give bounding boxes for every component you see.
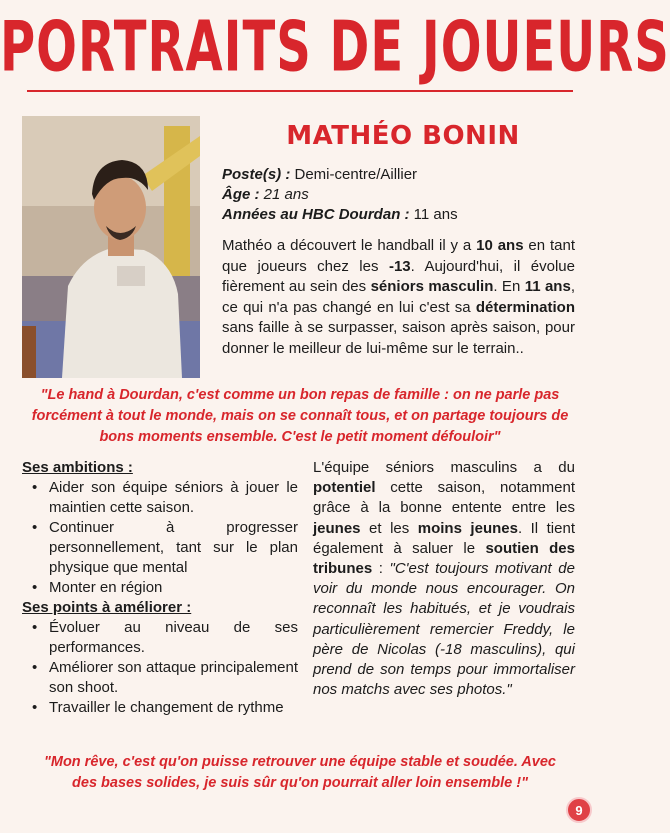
- player-photo: [22, 116, 200, 378]
- bio-highlight: détermination: [475, 298, 575, 316]
- team-text: cette saison, notamment grâce à la bonne entente entre les: [313, 479, 575, 517]
- years-value: 11 ans: [409, 206, 458, 223]
- years-line: [222, 205, 458, 225]
- position-label: Poste(s) :: [222, 166, 291, 183]
- list-item: • Améliorer son attaque principalement son shoot.: [22, 658, 298, 698]
- improve-list: [22, 618, 298, 718]
- list-item: • Évoluer au niveau de ses performances.: [22, 618, 298, 658]
- quote-bottom: "Mon rêve, c'est qu'on puisse retrouver une équipe stable et soudée. Avec des bases solides, je suis sûr qu'on pourrait aller loin ensemble !": [43, 754, 557, 791]
- page-number-badge: 9: [566, 797, 592, 823]
- list-item: • Aider son équipe séniors à jouer le maintien cette saison.: [22, 478, 298, 518]
- team-highlight: soutien des tribunes: [313, 539, 575, 578]
- age-value: 21 ans: [259, 186, 309, 203]
- team-highlight: jeunes: [313, 519, 361, 537]
- bio-text: en tant que joueurs chez les: [222, 237, 575, 275]
- age-line: [222, 185, 458, 205]
- team-text: . Il tient également à saluer le: [313, 519, 575, 557]
- team-highlight: potentiel: [313, 479, 376, 497]
- bio-highlight: -13: [388, 257, 411, 275]
- quote-top: "Le hand à Dourdan, c'est comme un bon repas de famille : on ne parle pas forcément à tout le monde, mais on se connaît tous, et on partage toujours de bons moments ensemble. C'est le petit moment défouloir": [31, 387, 569, 445]
- page-title: PORTRAITS DE JOUEURS: [0, 6, 670, 88]
- team-highlight: moins jeunes: [417, 519, 518, 537]
- team-text: :: [372, 560, 390, 578]
- list-item: • Travailler le changement de rythme: [22, 698, 298, 718]
- position-line: [222, 165, 458, 185]
- age-label: Âge :: [222, 186, 260, 203]
- position-value: Demi-centre/Aillier: [290, 166, 418, 183]
- bio-highlight: 11 ans: [524, 278, 571, 295]
- player-meta: [222, 165, 458, 225]
- team-text: L'équipe séniors masculins a du: [313, 459, 575, 476]
- improve-heading: Ses points à améliorer :: [22, 599, 192, 616]
- list-item: • Monter en région: [22, 578, 298, 598]
- bio-text: sans faille à se surpasser, saison après saison, pour donner le meilleur de lui-même sur le terrain..: [222, 319, 575, 357]
- bio-highlight: 10 ans: [476, 237, 524, 254]
- bio-text: . En: [493, 278, 525, 295]
- team-quote: "C'est toujours motivant de voir du monde nous encourager. On reconnaît les habitués, et je voudrais particulièrement remercier Freddy, le père de Nicolas (-18 masculins), qui prend de son temps pour immortaliser nos matchs avec ses photos.": [313, 560, 575, 699]
- bio-highlight: séniors masculin: [370, 278, 494, 295]
- team-paragraph: [313, 458, 575, 700]
- list-item: • Continuer à progresser personnellement, tant sur le plan physique que mental: [22, 518, 298, 578]
- title-divider: [27, 90, 573, 92]
- bio-text: , ce qui n'a pas changé en lui c'est sa: [222, 278, 575, 316]
- ambitions-list: [22, 478, 298, 598]
- team-text: et les: [360, 519, 418, 537]
- player-bio: [222, 236, 575, 359]
- left-column: [22, 458, 298, 718]
- years-label: Années au HBC Dourdan :: [222, 206, 410, 223]
- bio-text: Mathéo a découvert le handball il y a: [222, 237, 477, 254]
- ambitions-heading: Ses ambitions :: [22, 459, 133, 476]
- player-name: MATHÉO BONIN: [286, 121, 520, 151]
- bio-text: . Aujourd'hui, il évolue fièrement au sein des: [222, 257, 575, 295]
